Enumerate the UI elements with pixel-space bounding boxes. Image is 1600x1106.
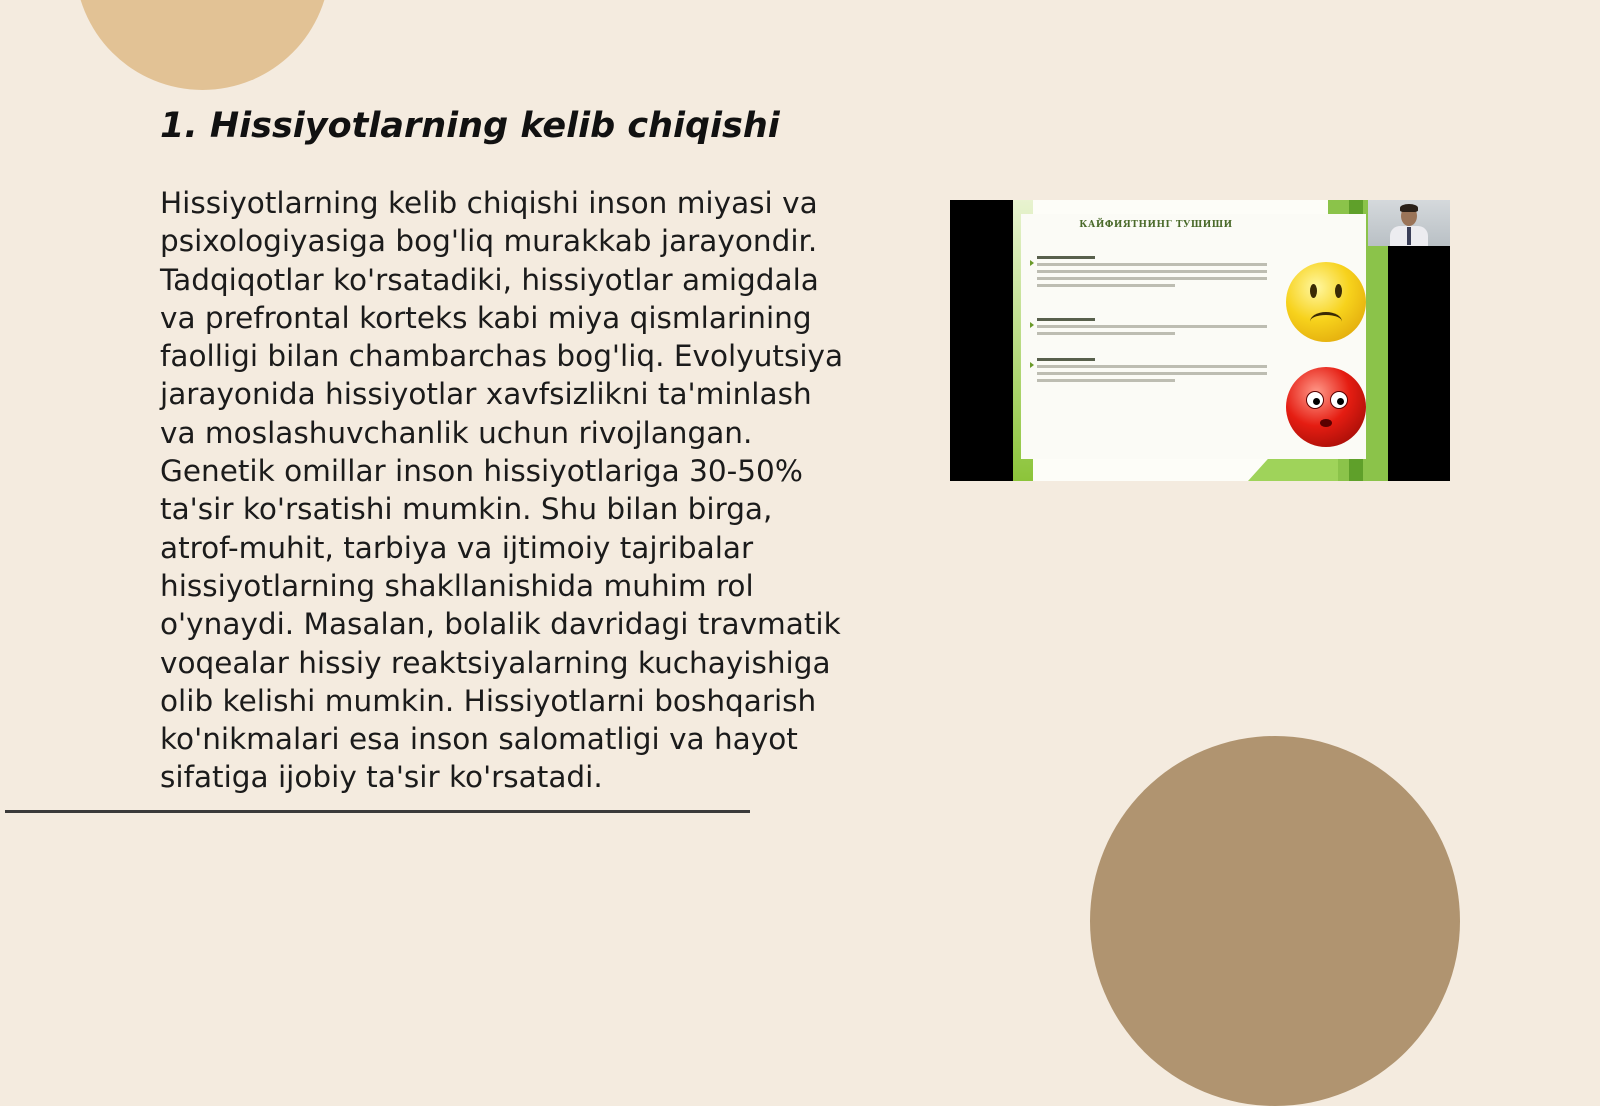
embedded-slide-card [1021, 214, 1366, 459]
blurred-bullet-3 [1037, 354, 1267, 386]
slide-body-text: Hissiyotlarning kelib chiqishi inson miyasi va psixologiyasiga bog'liq murakkab jarayondir. Tadqiqotlar ko'rsatadiki, hissiyotlar amigdala va prefrontal korteks kabi miya qismlarining faolligi bilan chambarchas bog'liq. Evolyutsiya jarayonida hissiyotlar xavfsizlikni ta'minlash va moslashuvchanlik uchun rivojlangan. Genetik omillar inson hissiyotlariga 30-50% ta'sir ko'rsatishi mumkin. Shu bilan birga, atrof-muhit, tarbiya va ijtimoiy tajribalar hissiyotlarning shakllanishida muhim rol o'ynaydi. Masalan, bolalik davridagi travmatik voqealar hissiy reaktsiyalarning kuchayishiga olib kelishi mumkin. Hissiyotlarni boshqarish ko'nikmalari esa inson salomatligi va hayot sifatiga ijobiy ta'sir ko'rsatadi. [160, 186, 844, 795]
embedded-screenshot [950, 200, 1450, 481]
sad-face-icon [1286, 262, 1366, 342]
embedded-slide [1013, 200, 1388, 481]
slide-title: 1. Hissiyotlarning kelib chiqishi [160, 106, 780, 146]
blurred-bullet-1 [1037, 252, 1267, 291]
blurred-bullet-2 [1037, 314, 1267, 339]
bullet-arrow-icon [1030, 362, 1034, 368]
decorative-line [5, 810, 750, 813]
red-face-icon [1286, 367, 1366, 447]
bullet-arrow-icon [1030, 260, 1034, 266]
decorative-circle-bottom [1090, 736, 1460, 1106]
presenter-webcam [1368, 200, 1450, 246]
decorative-circle-top [75, 0, 330, 90]
embedded-slide-heading: КАЙФИЯТНИНГ ТУШИШИ [1079, 220, 1233, 230]
bullet-arrow-icon [1030, 322, 1034, 328]
